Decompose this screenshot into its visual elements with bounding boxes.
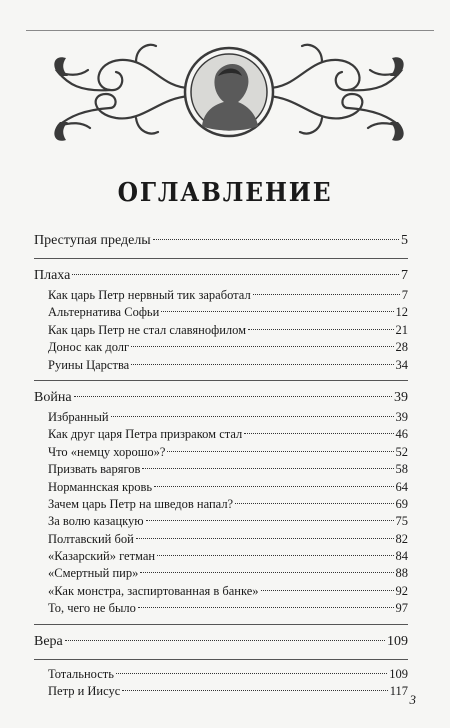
toc-entry-page: 5 [401, 233, 408, 248]
toc-item-label: Петр и Иисус [48, 684, 121, 699]
toc-item[interactable] [34, 339, 408, 356]
dot-leader [167, 451, 393, 452]
toc-item[interactable] [34, 357, 408, 374]
toc-item-label: Донос как долг [48, 340, 130, 355]
toc-item-label: То, чего не было [48, 601, 136, 616]
toc-section-vera[interactable] [34, 631, 408, 653]
toc-item-page: 92 [395, 583, 408, 598]
dot-leader [157, 555, 393, 556]
toc-item[interactable] [34, 565, 408, 582]
toc-section-plakha[interactable] [34, 265, 408, 287]
toc-item[interactable] [34, 531, 408, 548]
toc-item-page: 82 [395, 531, 408, 546]
toc-item-page: 88 [395, 566, 408, 581]
dot-leader [161, 311, 393, 312]
toc-item-page: 84 [395, 549, 408, 564]
divider [34, 659, 408, 660]
dot-leader [253, 294, 400, 295]
toc-item-page: 109 [389, 666, 408, 681]
toc-item[interactable] [34, 287, 408, 304]
toc-section-page: 39 [394, 389, 408, 405]
toc-item[interactable] [34, 479, 408, 496]
toc-item-page: 28 [395, 340, 408, 355]
toc-item-page: 117 [389, 684, 408, 699]
dot-leader [261, 590, 394, 591]
divider [34, 624, 408, 625]
dot-leader [72, 274, 399, 275]
toc-item-label: Альтернатива Софьи [48, 305, 160, 320]
dot-leader [146, 520, 394, 521]
toc-item[interactable] [34, 461, 408, 478]
toc-item-page: 21 [395, 322, 408, 337]
toc-item-label: Призвать варягов [48, 462, 141, 477]
toc-item-page: 52 [395, 444, 408, 459]
toc-item-label: За волю казацкую [48, 514, 144, 529]
toc-section-page: 109 [387, 633, 408, 649]
dot-leader [111, 416, 394, 417]
toc-item-label: Тотальность [48, 666, 114, 681]
toc-item[interactable] [34, 683, 408, 700]
toc-section-voina[interactable] [34, 387, 408, 409]
toc-item[interactable] [34, 444, 408, 461]
dot-leader [140, 572, 393, 573]
dot-leader [153, 239, 399, 240]
toc-entry-intro[interactable] [34, 230, 408, 252]
toc-item[interactable] [34, 304, 408, 321]
toc-item-page: 34 [395, 357, 408, 372]
toc-item-page: 39 [395, 409, 408, 424]
toc-item-label: Зачем царь Петр на шведов напал? [48, 496, 234, 511]
table-of-contents [34, 230, 408, 700]
toc-section-label: Война [34, 389, 72, 405]
toc-section-page: 7 [401, 268, 408, 283]
dot-leader [248, 329, 393, 330]
divider [34, 380, 408, 381]
toc-section-label: Вера [34, 633, 63, 649]
toc-item-label: Как царь Петр не стал славянофилом [48, 322, 247, 337]
toc-item[interactable] [34, 513, 408, 530]
toc-item[interactable] [34, 426, 408, 443]
toc-item[interactable] [34, 496, 408, 513]
dot-leader [65, 640, 385, 641]
toc-item[interactable] [34, 583, 408, 600]
dot-leader [122, 690, 387, 691]
dot-leader [131, 364, 393, 365]
toc-item[interactable] [34, 666, 408, 683]
toc-item-label: Руины Царства [48, 357, 130, 372]
toc-item-label: Что «немцу хорошо»? [48, 444, 166, 459]
toc-entry-label: Преступая пределы [34, 233, 151, 248]
ornament-peter-medallion-icon [40, 18, 418, 156]
divider [34, 258, 408, 259]
dot-leader [235, 503, 393, 504]
toc-item-label: Избранный [48, 409, 109, 424]
toc-item[interactable] [34, 548, 408, 565]
toc-item-page: 97 [395, 601, 408, 616]
toc-item-label: «Как монстра, заспиртованная в банке» [48, 583, 259, 598]
page-number: 3 [409, 692, 416, 707]
toc-item-page: 12 [395, 305, 408, 320]
toc-item-page: 75 [395, 514, 408, 529]
dot-leader [116, 673, 387, 674]
toc-section-label: Плаха [34, 268, 71, 283]
dot-leader [142, 468, 393, 469]
dot-leader [244, 433, 393, 434]
toc-item-label: Полтавский бой [48, 531, 134, 546]
toc-item[interactable] [34, 409, 408, 426]
dot-leader [154, 486, 393, 487]
toc-item[interactable] [34, 322, 408, 339]
dot-leader [136, 538, 394, 539]
dot-leader [131, 346, 393, 347]
toc-item-label: Норманнская кровь [48, 479, 153, 494]
toc-item-label: Как царь Петр нервный тик заработал [48, 288, 251, 302]
dot-leader [138, 607, 394, 608]
toc-item-page: 7 [401, 288, 408, 302]
dot-leader [74, 396, 392, 397]
toc-item-page: 69 [395, 496, 408, 511]
toc-item[interactable] [34, 600, 408, 617]
toc-item-label: «Смертный пир» [48, 566, 139, 581]
page-title: ОГЛАВЛЕНИЕ [117, 178, 333, 208]
toc-item-label: Как друг царя Петра призраком стал [48, 427, 243, 442]
toc-item-page: 46 [395, 427, 408, 442]
toc-item-label: «Казарский» гетман [48, 549, 156, 564]
toc-item-page: 64 [395, 479, 408, 494]
toc-item-page: 58 [395, 462, 408, 477]
